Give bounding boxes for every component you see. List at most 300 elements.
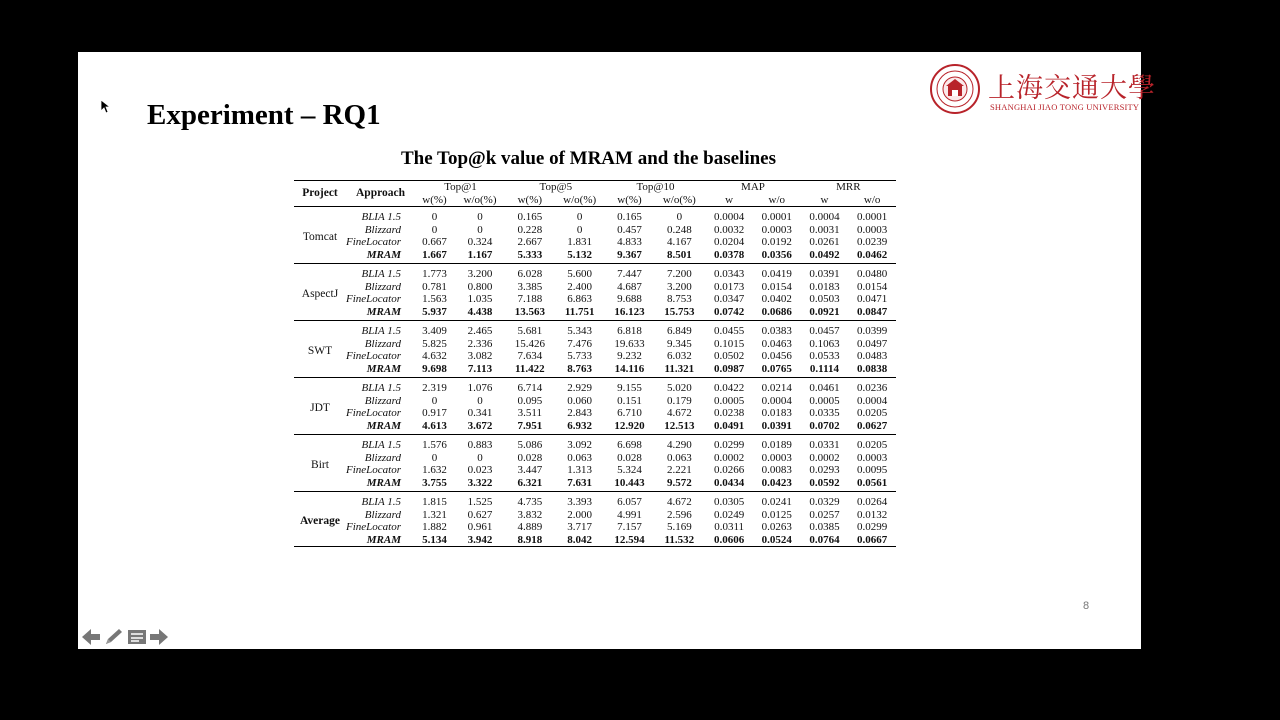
value-cell: 0.0457: [809, 325, 840, 337]
value-cell: 9.572: [653, 477, 705, 492]
value-cell: 0: [431, 394, 438, 407]
value-cell: 5.132: [554, 249, 606, 264]
value-cell: 8.918: [506, 534, 554, 547]
table-row: [294, 407, 896, 420]
approach-cell: MRAM: [346, 249, 415, 264]
value-cell: 0: [576, 211, 583, 223]
value-cell: 0.0261: [809, 236, 840, 248]
value-cell: 0.0627: [848, 420, 896, 435]
approach-cell: BLIA 1.5: [361, 268, 401, 280]
value-cell: 11.422: [506, 363, 554, 378]
value-cell: 0.883: [467, 439, 493, 451]
approach-cell: Blizzard: [364, 337, 401, 350]
header-metric-group: Top@1: [415, 181, 506, 194]
value-cell: 0: [431, 211, 438, 223]
value-cell: 6.818: [617, 325, 642, 337]
arrow-left-icon[interactable]: [82, 629, 100, 645]
value-cell: 0.063: [666, 451, 692, 464]
value-cell: 8.753: [666, 293, 692, 305]
value-cell: 6.863: [567, 293, 593, 305]
table-row: [294, 395, 896, 408]
header-subcolumn: w(%): [506, 194, 554, 207]
value-cell: 11.532: [653, 534, 705, 547]
value-cell: 0.151: [617, 394, 642, 407]
value-cell: 2.319: [422, 382, 447, 394]
value-cell: 7.447: [617, 268, 642, 280]
project-cell: SWT: [294, 321, 346, 378]
value-cell: 3.082: [467, 350, 493, 362]
value-cell: 0.0154: [857, 280, 888, 293]
value-cell: 3.447: [517, 464, 543, 476]
value-cell: 12.513: [653, 420, 705, 435]
value-cell: 5.733: [567, 350, 593, 362]
header-subcolumn: w/o(%): [653, 194, 705, 207]
slideshow-nav: [82, 628, 168, 646]
header-subcolumn: w/o(%): [554, 194, 606, 207]
table-row: [294, 293, 896, 306]
value-cell: 0.165: [517, 211, 543, 223]
value-cell: 6.714: [517, 382, 543, 394]
sjtu-logo: [930, 64, 1156, 116]
value-cell: 0.781: [422, 280, 447, 293]
slide-title: Experiment – RQ1: [147, 99, 381, 131]
approach-cell: MRAM: [346, 363, 415, 378]
value-cell: 7.188: [517, 293, 543, 305]
table-row: [294, 363, 896, 378]
value-cell: 0.0004: [857, 394, 888, 407]
value-cell: 0.0001: [857, 211, 888, 223]
value-cell: 0.0241: [761, 496, 792, 508]
approach-cell: BLIA 1.5: [361, 496, 401, 508]
value-cell: 5.020: [666, 382, 692, 394]
value-cell: 0.1114: [801, 363, 849, 378]
value-cell: 11.751: [554, 306, 606, 321]
value-cell: 0: [477, 451, 483, 464]
value-cell: 2.465: [467, 325, 493, 337]
table-row: [294, 477, 896, 492]
mouse-pointer-icon: [101, 100, 111, 114]
value-cell: 5.086: [517, 439, 543, 451]
approach-cell: FineLocator: [346, 293, 401, 305]
value-cell: 0.457: [617, 223, 642, 236]
value-cell: 0.0335: [809, 407, 840, 419]
arrow-right-icon[interactable]: [150, 629, 168, 645]
table-row: [294, 350, 896, 363]
value-cell: 11.321: [653, 363, 705, 378]
value-cell: 1.576: [422, 439, 447, 451]
value-cell: 0.0987: [705, 363, 753, 378]
value-cell: 1.773: [422, 268, 447, 280]
value-cell: 0.0003: [857, 223, 888, 236]
table-row: [294, 492, 896, 509]
value-cell: 16.123: [606, 306, 654, 321]
value-cell: 4.672: [666, 496, 692, 508]
value-cell: 0.0347: [714, 293, 745, 305]
approach-cell: Blizzard: [364, 451, 401, 464]
value-cell: 8.763: [554, 363, 606, 378]
value-cell: 5.324: [617, 464, 642, 476]
approach-cell: MRAM: [346, 534, 415, 547]
value-cell: 0: [477, 211, 483, 223]
value-cell: 0.0249: [714, 508, 745, 521]
value-cell: 7.951: [506, 420, 554, 435]
value-cell: 4.687: [617, 280, 642, 293]
value-cell: 1.632: [422, 464, 447, 476]
value-cell: 13.563: [506, 306, 554, 321]
value-cell: 4.735: [517, 496, 543, 508]
approach-cell: BLIA 1.5: [361, 439, 401, 451]
approach-cell: MRAM: [346, 306, 415, 321]
page-number: 8: [1083, 600, 1090, 612]
table-row: [294, 321, 896, 338]
value-cell: 4.290: [666, 439, 692, 451]
approach-cell: FineLocator: [346, 236, 401, 248]
value-cell: 3.717: [567, 521, 593, 533]
value-cell: 19.633: [614, 337, 645, 350]
table-body: [294, 207, 896, 547]
value-cell: 2.400: [567, 280, 593, 293]
table-row: [294, 378, 896, 395]
value-cell: 0.028: [517, 451, 543, 464]
value-cell: 0.0095: [857, 464, 888, 476]
value-cell: 3.409: [422, 325, 447, 337]
value-cell: 1.076: [467, 382, 493, 394]
value-cell: 0.0132: [857, 508, 888, 521]
value-cell: 6.698: [617, 439, 642, 451]
value-cell: 5.600: [567, 268, 593, 280]
value-cell: 0.0391: [809, 268, 840, 280]
value-cell: 6.849: [666, 325, 692, 337]
value-cell: 0.0422: [714, 382, 745, 394]
value-cell: 0.0606: [705, 534, 753, 547]
value-cell: 0.0004: [714, 211, 745, 223]
table-header-row: [294, 181, 896, 194]
value-cell: 2.336: [467, 337, 493, 350]
header-approach: Approach: [346, 181, 415, 207]
approach-cell: BLIA 1.5: [361, 382, 401, 394]
value-cell: 3.322: [454, 477, 506, 492]
value-cell: 0.063: [567, 451, 593, 464]
approach-cell: FineLocator: [346, 464, 401, 476]
table-row: [294, 420, 896, 435]
table-row: [294, 306, 896, 321]
value-cell: 0.0533: [809, 350, 840, 362]
approach-cell: MRAM: [346, 420, 415, 435]
menu-icon[interactable]: [128, 629, 146, 645]
university-name-english: SHANGHAI JIAO TONG UNIVERSITY: [990, 102, 1140, 112]
value-cell: 15.426: [514, 337, 545, 350]
table-caption: The Top@k value of MRAM and the baselines: [400, 148, 777, 169]
results-table: [294, 180, 896, 547]
value-cell: 0.0005: [714, 394, 745, 407]
value-cell: 0.324: [467, 236, 493, 248]
value-cell: 0.0238: [714, 407, 745, 419]
value-cell: 9.232: [617, 350, 642, 362]
table-row: [294, 249, 896, 264]
value-cell: 8.042: [554, 534, 606, 547]
value-cell: 1.035: [467, 293, 493, 305]
value-cell: 0.0456: [761, 350, 792, 362]
value-cell: 3.200: [666, 280, 692, 293]
value-cell: 5.343: [567, 325, 593, 337]
value-cell: 5.937: [415, 306, 454, 321]
value-cell: 3.200: [467, 268, 493, 280]
value-cell: 12.594: [606, 534, 654, 547]
value-cell: 4.991: [617, 508, 642, 521]
value-cell: 1.815: [422, 496, 447, 508]
value-cell: 1.313: [567, 464, 593, 476]
value-cell: 0.0378: [705, 249, 753, 264]
value-cell: 0.0402: [761, 293, 792, 305]
value-cell: 6.028: [517, 268, 543, 280]
value-cell: 10.443: [606, 477, 654, 492]
value-cell: 5.681: [517, 325, 543, 337]
value-cell: 9.688: [617, 293, 642, 305]
value-cell: 0.0399: [857, 325, 888, 337]
value-cell: 0.0125: [761, 508, 792, 521]
value-cell: 0: [431, 223, 438, 236]
value-cell: 5.825: [422, 337, 447, 350]
value-cell: 2.221: [666, 464, 692, 476]
project-cell: Average: [294, 492, 346, 547]
value-cell: 0.0383: [761, 325, 792, 337]
value-cell: 4.167: [666, 236, 692, 248]
value-cell: 0.0491: [705, 420, 753, 435]
value-cell: 5.134: [415, 534, 454, 547]
table-row: [294, 464, 896, 477]
value-cell: 4.672: [666, 407, 692, 419]
value-cell: 0.095: [517, 394, 543, 407]
value-cell: 0.0005: [809, 394, 840, 407]
value-cell: 0.0192: [761, 236, 792, 248]
value-cell: 0.228: [517, 223, 543, 236]
value-cell: 3.511: [517, 407, 542, 419]
value-cell: 4.833: [617, 236, 642, 248]
value-cell: 6.321: [506, 477, 554, 492]
value-cell: 12.920: [606, 420, 654, 435]
value-cell: 3.092: [567, 439, 593, 451]
project-cell: Tomcat: [294, 207, 346, 264]
value-cell: 0.0266: [714, 464, 745, 476]
value-cell: 4.632: [422, 350, 447, 362]
value-cell: 0.0031: [809, 223, 840, 236]
value-cell: 0.0002: [809, 451, 840, 464]
value-cell: 0.0205: [857, 439, 888, 451]
table-row: [294, 452, 896, 465]
value-cell: 0.0257: [809, 508, 840, 521]
header-project: Project: [294, 181, 346, 207]
value-cell: 9.345: [666, 337, 692, 350]
project-cell: AspectJ: [294, 264, 346, 321]
value-cell: 0.179: [666, 394, 692, 407]
table-row: [294, 207, 896, 224]
value-cell: 0.0434: [705, 477, 753, 492]
value-cell: 0.060: [567, 394, 593, 407]
header-subcolumn: w/o: [753, 194, 801, 207]
value-cell: 6.057: [617, 496, 642, 508]
value-cell: 3.672: [454, 420, 506, 435]
value-cell: 1.667: [415, 249, 454, 264]
value-cell: 0.165: [617, 211, 642, 223]
header-metric-group: Top@10: [606, 181, 706, 194]
value-cell: 0.0524: [753, 534, 801, 547]
value-cell: 15.753: [653, 306, 705, 321]
value-cell: 1.563: [422, 293, 447, 305]
value-cell: 0.0264: [857, 496, 888, 508]
value-cell: 0.0183: [761, 407, 792, 419]
value-cell: 0.0293: [809, 464, 840, 476]
value-cell: 7.631: [554, 477, 606, 492]
value-cell: 0.0299: [857, 521, 888, 533]
value-cell: 0.0502: [714, 350, 745, 362]
value-cell: 14.116: [606, 363, 654, 378]
value-cell: 0: [477, 223, 483, 236]
value-cell: 0.667: [422, 236, 447, 248]
value-cell: 0.028: [617, 451, 642, 464]
value-cell: 0.0455: [714, 325, 745, 337]
value-cell: 0.248: [666, 223, 692, 236]
value-cell: 0.917: [422, 407, 447, 419]
value-cell: 0.341: [467, 407, 493, 419]
value-cell: 0.0463: [761, 337, 792, 350]
value-cell: 0.800: [467, 280, 493, 293]
value-cell: 0.0001: [761, 211, 792, 223]
header-metric-group: MAP: [705, 181, 800, 194]
value-cell: 9.698: [415, 363, 454, 378]
value-cell: 2.929: [567, 382, 593, 394]
value-cell: 0.0492: [801, 249, 849, 264]
value-cell: 9.155: [617, 382, 642, 394]
value-cell: 0.0592: [801, 477, 849, 492]
value-cell: 4.438: [454, 306, 506, 321]
header-subcolumn: w: [801, 194, 849, 207]
value-cell: 0.0764: [801, 534, 849, 547]
value-cell: 0.0263: [761, 521, 792, 533]
value-cell: 0.0686: [753, 306, 801, 321]
value-cell: 0.0391: [753, 420, 801, 435]
value-cell: 0.0002: [714, 451, 745, 464]
approach-cell: BLIA 1.5: [361, 211, 401, 223]
value-cell: 7.476: [567, 337, 593, 350]
value-cell: 3.385: [517, 280, 543, 293]
value-cell: 0: [576, 223, 583, 236]
value-cell: 7.634: [517, 350, 543, 362]
value-cell: 0.1063: [809, 337, 840, 350]
value-cell: 0.0471: [857, 293, 888, 305]
value-cell: 0.0667: [848, 534, 896, 547]
university-name-chinese: 上海交通大學: [988, 73, 1156, 104]
value-cell: 1.831: [567, 236, 593, 248]
project-cell: Birt: [294, 435, 346, 492]
value-cell: 0.0742: [705, 306, 753, 321]
header-subcolumn: w/o(%): [454, 194, 506, 207]
value-cell: 0.0214: [761, 382, 792, 394]
value-cell: 0.0483: [857, 350, 888, 362]
value-cell: 0: [676, 211, 683, 223]
value-cell: 0.0003: [761, 223, 792, 236]
value-cell: 0.0423: [753, 477, 801, 492]
value-cell: 0.0236: [857, 382, 888, 394]
header-subcolumn: w: [705, 194, 753, 207]
value-cell: 1.321: [422, 508, 447, 521]
value-cell: 9.367: [606, 249, 654, 264]
header-subcolumn: w(%): [606, 194, 654, 207]
table-row: [294, 281, 896, 294]
value-cell: 0.0356: [753, 249, 801, 264]
value-cell: 0.0462: [848, 249, 896, 264]
approach-cell: Blizzard: [364, 223, 401, 236]
value-cell: 0.0385: [809, 521, 840, 533]
value-cell: 0.0305: [714, 496, 745, 508]
value-cell: 0.0461: [809, 382, 840, 394]
approach-cell: FineLocator: [346, 407, 401, 419]
value-cell: 3.832: [517, 508, 543, 521]
value-cell: 0.0205: [857, 407, 888, 419]
value-cell: 0.0765: [753, 363, 801, 378]
value-cell: 0.0083: [761, 464, 792, 476]
table-row: [294, 224, 896, 237]
value-cell: 0.0847: [848, 306, 896, 321]
value-cell: 2.000: [567, 508, 593, 521]
value-cell: 0.0480: [857, 268, 888, 280]
value-cell: 0.0003: [761, 451, 792, 464]
pen-icon[interactable]: [104, 628, 124, 646]
value-cell: 0.0311: [714, 521, 745, 533]
value-cell: 7.200: [666, 268, 692, 280]
value-cell: 4.613: [415, 420, 454, 435]
table-row: [294, 509, 896, 522]
value-cell: 2.843: [567, 407, 593, 419]
value-cell: 0.0004: [761, 394, 792, 407]
approach-cell: Blizzard: [364, 508, 401, 521]
value-cell: 0.0329: [809, 496, 840, 508]
value-cell: 0.0561: [848, 477, 896, 492]
table-row: [294, 338, 896, 351]
value-cell: 5.333: [506, 249, 554, 264]
value-cell: 4.889: [517, 521, 543, 533]
value-cell: 7.157: [617, 521, 642, 533]
value-cell: 0: [477, 394, 483, 407]
value-cell: 0.0343: [714, 268, 745, 280]
value-cell: 0.0503: [809, 293, 840, 305]
value-cell: 6.032: [666, 350, 692, 362]
slide: [78, 52, 1156, 649]
value-cell: 0.0032: [714, 223, 745, 236]
value-cell: 1.525: [467, 496, 493, 508]
approach-cell: FineLocator: [346, 350, 401, 362]
value-cell: 0: [431, 451, 438, 464]
table-row: [294, 236, 896, 249]
table-row: [294, 521, 896, 534]
value-cell: 0.0204: [714, 236, 745, 248]
value-cell: 0.0838: [848, 363, 896, 378]
value-cell: 5.169: [666, 521, 692, 533]
approach-cell: Blizzard: [364, 280, 401, 293]
value-cell: 8.501: [653, 249, 705, 264]
value-cell: 3.942: [454, 534, 506, 547]
value-cell: 0.0154: [761, 280, 792, 293]
header-subcolumn: w(%): [415, 194, 454, 207]
table-row: [294, 435, 896, 452]
value-cell: 0.1015: [714, 337, 745, 350]
header-metric-group: MRR: [801, 181, 896, 194]
value-cell: 0.023: [467, 464, 493, 476]
value-cell: 2.596: [666, 508, 692, 521]
value-cell: 0.0239: [857, 236, 888, 248]
approach-cell: BLIA 1.5: [361, 325, 401, 337]
value-cell: 1.167: [454, 249, 506, 264]
value-cell: 0.627: [467, 508, 493, 521]
